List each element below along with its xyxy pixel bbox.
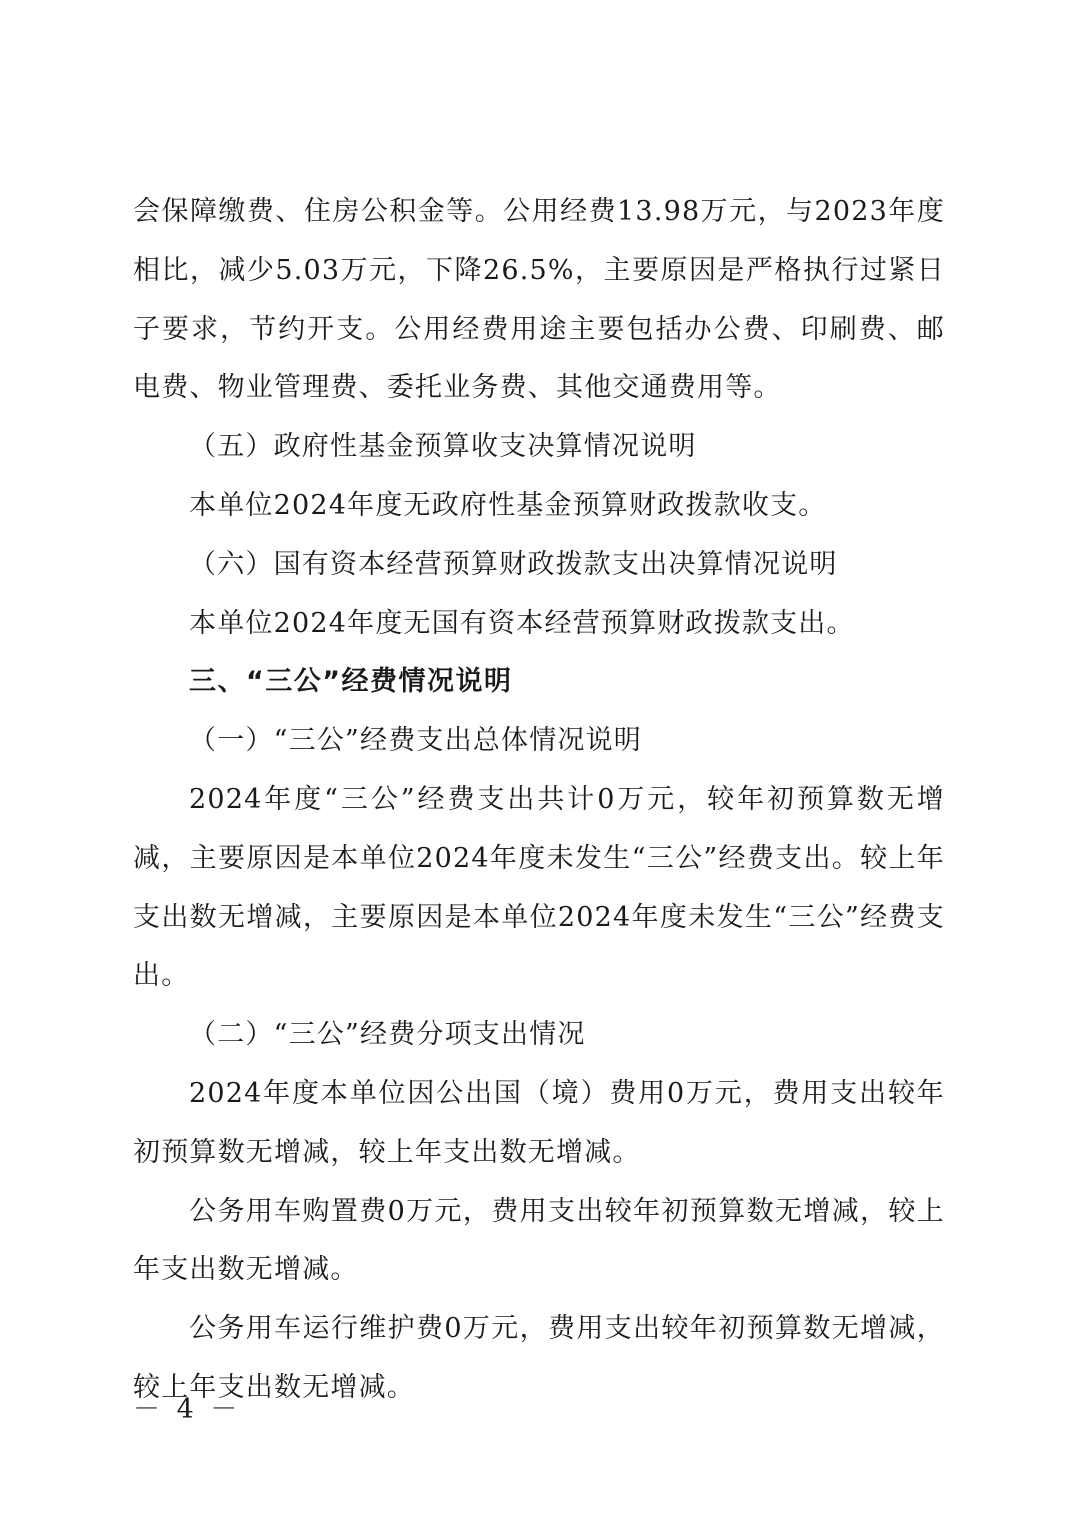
- subheading-three-public-overall: （一）“三公”经费支出总体情况说明: [189, 725, 643, 757]
- paragraph-state-capital: 本单位2024年度无国有资本经营预算财政拨款支出。: [189, 607, 855, 639]
- paragraph-overseas-travel: 2024年度本单位因公出国（境）费用0万元，费用支出较年初预算数无增减，较上年支出数无增减。: [133, 1077, 945, 1168]
- document-body: [133, 183, 945, 1418]
- paragraph-vehicle-maintenance: 公务用车运行维护费0万元，费用支出较年初预算数无增减，较上年支出数无增减。: [133, 1313, 945, 1403]
- page-number: － 4 －: [133, 1394, 242, 1425]
- subheading-three-public-itemized: （二）“三公”经费分项支出情况: [189, 1019, 586, 1051]
- paragraph-vehicle-purchase: 公务用车购置费0万元，费用支出较年初预算数无增减，较上年支出数无增减。: [133, 1195, 945, 1286]
- paragraph-government-fund: 本单位2024年度无政府性基金预算财政拨款收支。: [189, 489, 827, 521]
- subheading-government-fund: （五）政府性基金预算收支决算情况说明: [189, 431, 697, 463]
- paragraph-public-expenses: 会保障缴费、住房公积金等。公用经费13.98万元，与2023年度相比，减少5.03万元，下降26.5%，主要原因是严格执行过紧日子要求，节约开支。公用经费用途主要包括办公费、印刷费、邮电费、物业管理费、委托业务费、其他交通费用等。: [133, 196, 945, 404]
- paragraph-three-public-overall: 2024年度“三公”经费支出共计0万元，较年初预算数无增减，主要原因是本单位2024年度未发生“三公”经费支出。较上年支出数无增减，主要原因是本单位2024年度未发生“三公”经费支出。: [133, 783, 945, 992]
- subheading-state-capital: （六）国有资本经营预算财政拨款支出决算情况说明: [189, 548, 838, 580]
- section-heading-three-public: 三、“三公”经费情况说明: [189, 666, 513, 698]
